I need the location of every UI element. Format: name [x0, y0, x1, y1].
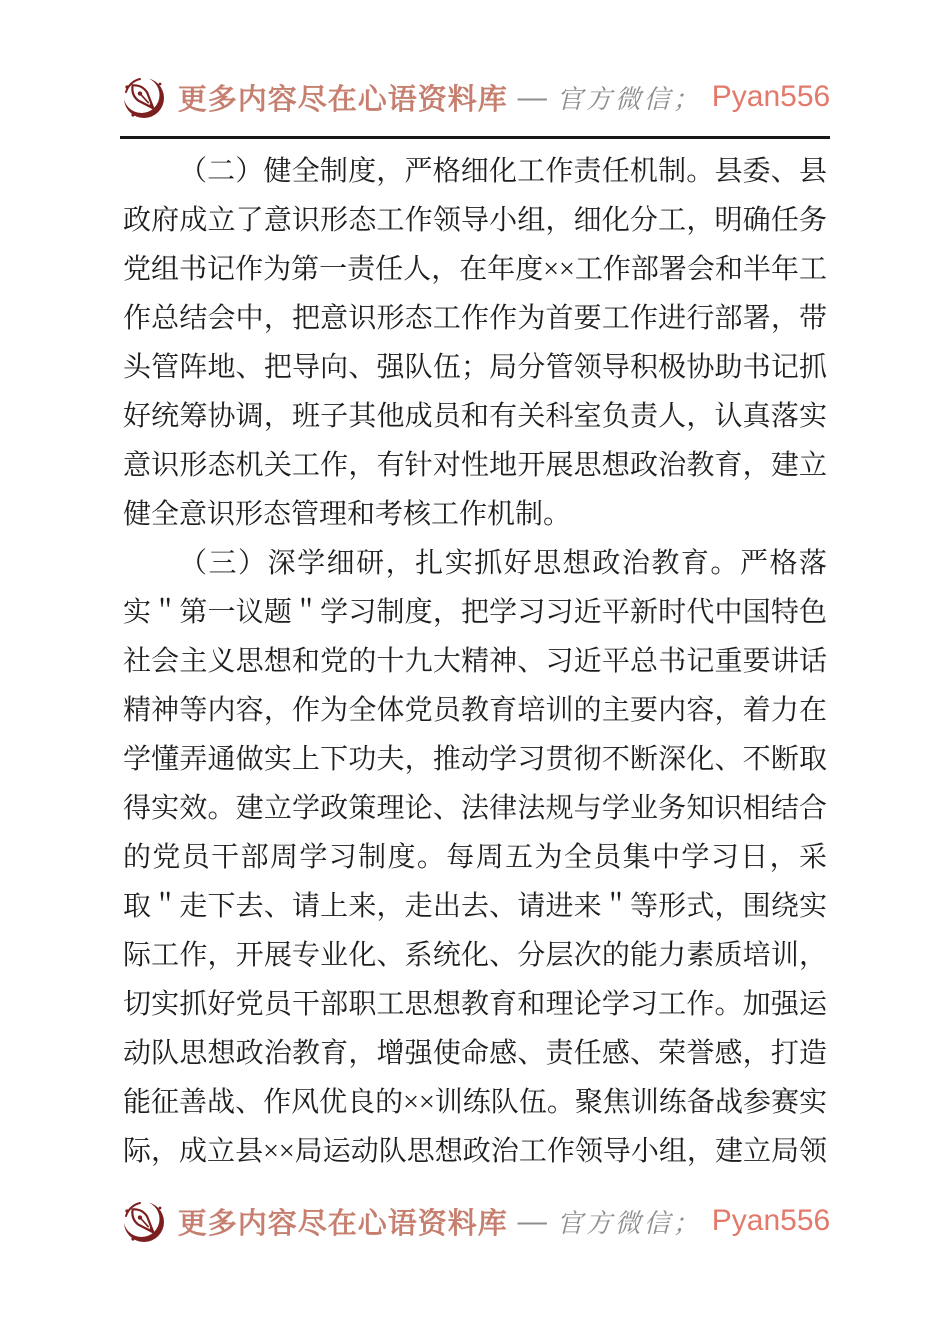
watermark-wechat-label: 官方微信；	[556, 1208, 702, 1238]
text-line: 际工作，开展专业化、系统化、分层次的能力素质培训，	[123, 940, 827, 971]
text-line: 意识形态机关工作，有针对性地开展思想政治教育，建立	[123, 450, 827, 481]
header-rule	[120, 136, 830, 139]
pen-nib-badge-icon	[120, 72, 168, 122]
watermark-separator: —	[517, 80, 547, 113]
text-line: 头管阵地、把导向、强队伍；局分管领导积极协助书记抓	[123, 352, 827, 383]
text-line: 好统筹协调，班子其他成员和有关科室负责人，认真落实	[123, 401, 827, 432]
text-line: 得实效。建立学政策理论、法律法规与学业务知识相结合	[123, 793, 827, 824]
text-line: 精神等内容，作为全体党员教育培训的主要内容，着力在	[123, 695, 827, 726]
text-line: 能征善战、作风优良的××训练队伍。聚焦训练备战参赛实	[123, 1087, 827, 1118]
text-line: （三）深学细研，扎实抓好思想政治教育。严格落	[179, 548, 827, 579]
text-line: 社会主义思想和党的十九大精神、习近平总书记重要讲话	[123, 646, 827, 677]
watermark-brand-text: 更多内容尽在心语资料库	[177, 83, 508, 116]
text-line: 健全意识形态管理和考核工作机制。	[123, 499, 572, 530]
header-watermark	[0, 72, 950, 122]
document-body	[123, 147, 827, 1176]
paragraph	[123, 539, 827, 1176]
text-line: 际，成立县××局运动队思想政治工作领导小组，建立局领	[123, 1136, 827, 1167]
page-footer	[0, 1196, 950, 1246]
text-line: 切实抓好党员干部职工思想教育和理论学习工作。加强运	[123, 989, 827, 1020]
text-line: 实＂第一议题＂学习制度，把学习习近平新时代中国特色	[123, 597, 827, 628]
text-line: 作总结会中，把意识形态工作作为首要工作进行部署，带	[123, 303, 827, 334]
watermark-wechat-id: Pyan556	[711, 80, 831, 113]
text-line: 取＂走下去、请上来，走出去、请进来＂等形式，围绕实	[123, 891, 827, 922]
watermark-wechat-label: 官方微信；	[556, 84, 702, 114]
watermark-separator: —	[517, 1204, 547, 1237]
text-line: （二）健全制度，严格细化工作责任机制。县委、县	[179, 156, 827, 187]
footer-watermark	[0, 1196, 950, 1246]
text-line: 党组书记作为第一责任人，在年度××工作部署会和半年工	[123, 254, 827, 285]
paragraph	[123, 147, 827, 539]
text-line: 动队思想政治教育，增强使命感、责任感、荣誉感，打造	[123, 1038, 827, 1069]
text-line: 政府成立了意识形态工作领导小组，细化分工，明确任务	[123, 205, 827, 236]
page-header	[0, 0, 950, 139]
watermark-brand-text: 更多内容尽在心语资料库	[177, 1207, 508, 1240]
text-line: 学懂弄通做实上下功夫，推动学习贯彻不断深化、不断取	[123, 744, 827, 775]
text-line: 的党员干部周学习制度。每周五为全员集中学习日，采	[123, 842, 827, 873]
watermark-wechat-id: Pyan556	[711, 1204, 831, 1237]
pen-nib-badge-icon	[120, 1196, 168, 1246]
